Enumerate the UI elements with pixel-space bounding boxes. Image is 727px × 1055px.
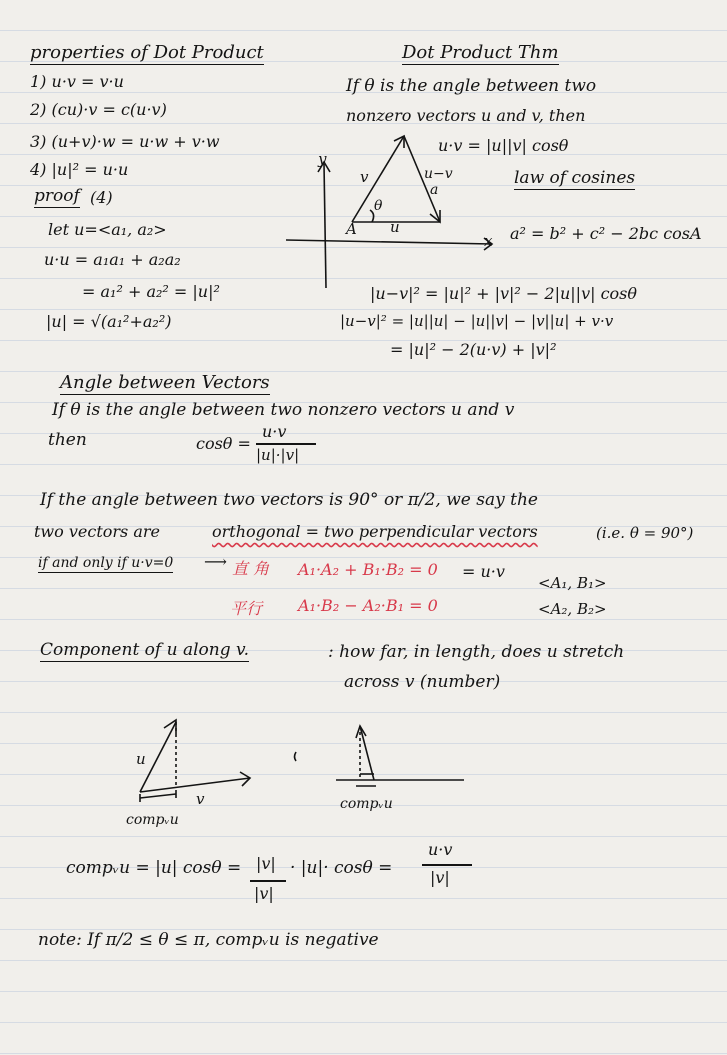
angle-line-1: If θ is the angle between two nonzero vectors u and v: [52, 400, 515, 420]
derivation-line-3: = |u|² − 2(u·v) + |v|²: [390, 340, 557, 359]
diagram-theta-label: θ: [374, 198, 383, 214]
equals-u-dot-v: = u·v: [462, 562, 505, 581]
iff-condition: if and only if u·v=0: [38, 555, 174, 571]
diagram-A-label: A: [346, 220, 357, 238]
component-formula-num: |v|: [256, 854, 276, 873]
component-title: Component of u along v.: [40, 640, 249, 660]
derivation-line-2: |u−v|² = |u||u| − |u||v| − |v||u| + v·v: [340, 312, 614, 330]
iff-arrow: ⟶: [204, 552, 227, 571]
component-right-fraction-bar: [422, 864, 472, 866]
diagram-x-label: x: [484, 232, 493, 250]
dot-thm-line-1: If θ is the angle between two: [346, 76, 597, 96]
dot-thm-formula: u·v = |u||v| cosθ: [438, 136, 569, 155]
component-desc-2: across v (number): [344, 672, 501, 692]
orthogonal-line-1: If the angle between two vectors is 90° or π/2, we say the: [40, 490, 538, 510]
component-desc-1: : how far, in length, does u stretch: [328, 642, 625, 662]
component-formula-den: |v|: [254, 884, 274, 903]
parallel-formula: A₁·B₂ − A₂·B₁ = 0: [298, 596, 438, 615]
law-of-cosines-title: law of cosines: [514, 168, 636, 188]
right-angle-formula: A₁·A₂ + B₁·B₂ = 0: [298, 560, 438, 579]
proof-line-4: |u| = √(a₁²+a₂²): [46, 312, 172, 331]
diagram-v-label: v: [360, 168, 369, 186]
orthogonal-line-2-post: (i.e. θ = 90°): [596, 524, 694, 542]
diagram1-caption: compᵥu: [126, 812, 179, 828]
diagram-a-label: a: [430, 182, 439, 198]
component-formula-rnum: u·v: [428, 840, 453, 859]
property-3: 3) (u+v)·w = u·w + v·w: [30, 132, 220, 151]
property-4: 4) |u|² = u·u: [30, 160, 129, 179]
component-note: note: If π/2 ≤ θ ≤ π, compᵥu is negative: [38, 930, 379, 950]
orthogonal-definition: orthogonal = two perpendicular vectors: [212, 522, 538, 541]
angle-title: Angle between Vectors: [60, 372, 270, 393]
dot-thm-title: Dot Product Thm: [402, 42, 559, 63]
angle-formula-den: |u|·|v|: [256, 446, 300, 464]
component-formula-lhs: compᵥu = |u| cosθ =: [66, 858, 242, 878]
diagram-y-label: y: [318, 150, 327, 168]
proof-line-2: u·u = a₁a₁ + a₂a₂: [44, 250, 181, 269]
angle-formula-num: u·v: [262, 422, 287, 441]
proof-line-1: let u=<a₁, a₂>: [48, 220, 167, 239]
proof-ref: (4): [90, 188, 113, 207]
law-of-cosines-formula: a² = b² + c² − 2bc cosA: [510, 224, 702, 243]
properties-title: properties of Dot Product: [30, 42, 264, 63]
parallel-label: 平行: [230, 599, 263, 618]
angle-formula-lhs: cosθ =: [196, 434, 251, 453]
dot-thm-line-2: nonzero vectors u and v, then: [346, 106, 586, 125]
diagram2-caption: compᵥu: [340, 796, 393, 812]
vector-2: <A₂, B₂>: [538, 600, 607, 618]
derivation-line-1: |u−v|² = |u|² + |v|² − 2|u||v| cosθ: [370, 284, 638, 303]
proof-line-3: = a₁² + a₂² = |u|²: [82, 282, 220, 301]
property-1: 1) u·v = v·u: [30, 72, 124, 91]
vector-1: <A₁, B₁>: [538, 574, 607, 592]
diagram-umv-label: u−v: [424, 166, 453, 182]
component-formula-mid: · |u|· cosθ =: [290, 858, 393, 878]
component-fraction-bar: [250, 880, 286, 882]
component-formula-rden: |v|: [430, 868, 450, 887]
diagram-u-label: u: [390, 218, 400, 236]
right-angle-label: 直 角: [232, 559, 270, 578]
orthogonal-line-2-pre: two vectors are: [34, 522, 160, 541]
proof-label: proof: [34, 186, 80, 206]
diagram1-v-label: v: [196, 790, 205, 808]
angle-then: then: [48, 430, 87, 450]
property-2: 2) (cu)·v = c(u·v): [30, 100, 167, 119]
diagram1-u-label: u: [136, 750, 146, 768]
